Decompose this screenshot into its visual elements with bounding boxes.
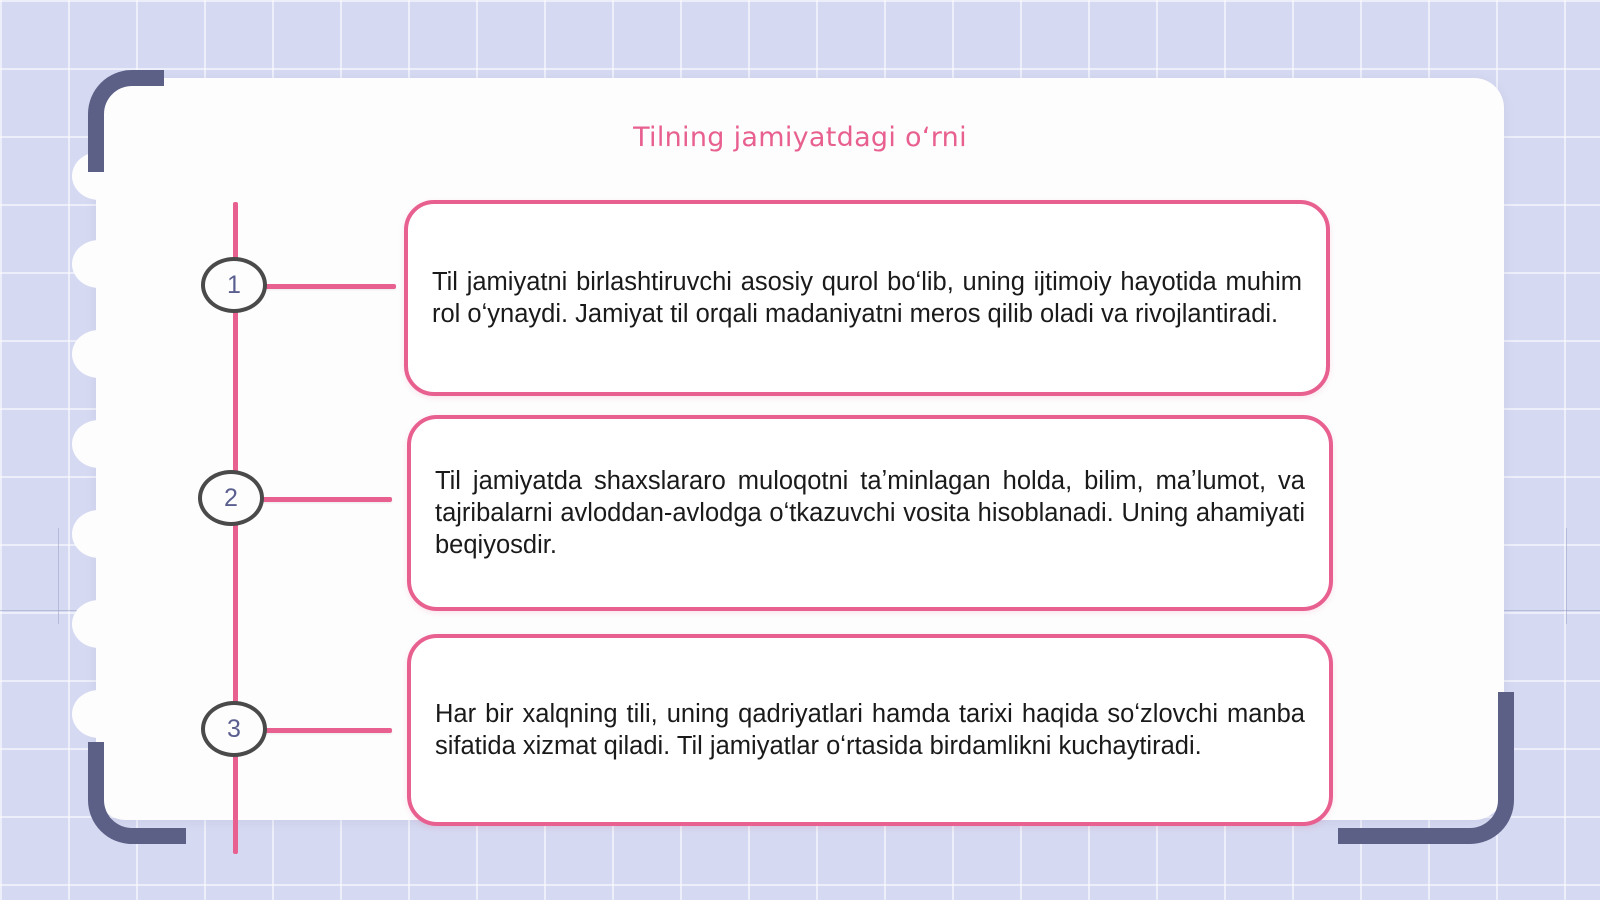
timeline-number-2: 2 [198,470,264,526]
timeline-text-2: Til jamiyatda shaxslararo muloqotni taʼminlagan holda, bilim, maʼlumot, va tajribalarni avloddan-avlodga oʻtkazuvchi vosita hisoblanadi. Uning ahamiyati beqiyosdir. [435,467,1305,559]
timeline-text-3: Har bir xalqning tili, uning qadriyatlari hamda tarixi haqida soʻzlovchi manba sifatida xizmat qiladi. Til jamiyatlar oʻrtasida birdamlikni kuchaytiradi. [435,700,1305,760]
card-edge-bump [72,690,126,738]
timeline-connector-3 [264,728,392,733]
card-edge-bump [72,240,126,288]
timeline-text-box-2 [407,415,1333,611]
timeline-text-1: Til jamiyatni birlashtiruvchi asosiy qurol boʻlib, uning ijtimoiy hayotida muhim rol oʻynaydi. Jamiyat til orqali madaniyatni meros qilib oladi va rivojlantiradi. [432,268,1302,328]
frame-corner-bottom-left [88,742,186,844]
timeline-text-box-1 [404,200,1330,396]
background-crosshair-right-h [1504,610,1600,611]
card-edge-bump [72,420,126,468]
slide-title: Tilning jamiyatdagi oʻrni [633,122,967,153]
timeline-connector-1 [264,284,396,289]
timeline-number-3: 3 [201,701,267,757]
card-edge-bump [72,600,126,648]
frame-corner-top-left [88,70,164,172]
timeline-number-1: 1 [201,257,267,313]
timeline-connector-2 [262,497,392,502]
timeline-text-box-3 [407,634,1333,826]
frame-corner-bottom-right [1338,692,1514,844]
card-edge-bump [72,510,126,558]
card-edge-bump [72,330,126,378]
